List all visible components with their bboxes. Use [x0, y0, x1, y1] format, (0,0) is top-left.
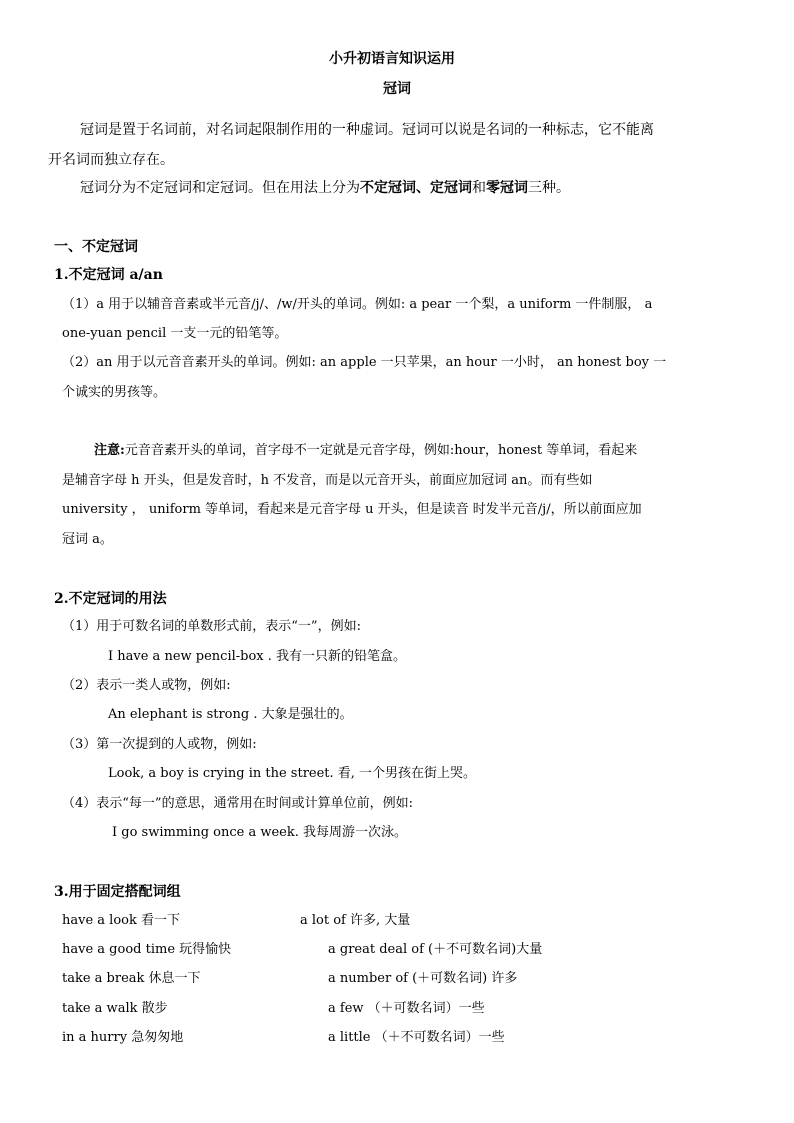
- item-2-line-2: 个诚实的男孩等。: [62, 385, 167, 400]
- note-line-4: 冠词 a。: [62, 532, 113, 547]
- item-1-line-2: one-yuan pencil 一支一元的铅笔等。: [62, 326, 288, 341]
- note-line-2: 是辅音字母 h 开头，但是发音时，h 不发音，而是以元音开头，前面应加冠词 an。而有些如: [62, 473, 593, 488]
- usage-3: （3）第一次提到的人或物，例如:: [62, 737, 257, 752]
- intro-p2-pre: 冠词分为不定冠词和定冠词。但在用法上分为: [80, 180, 360, 196]
- note-line-3: university ， uniform 等单词，看起来是元音字母 u 开头，但是读音 时发半元音/j/，所以前面应加: [62, 502, 642, 517]
- item-2-line-1: （2）an 用于以元音音素开头的单词。例如: an apple 一只苹果，an hour 一小时， an honest boy 一: [62, 355, 667, 370]
- phrase-left: in a hurry 急匆匆地: [62, 1030, 184, 1045]
- section-1-sub-heading: 1.不定冠词 a/an: [54, 267, 163, 283]
- intro-p2-mid: 和: [472, 180, 486, 196]
- phrase-right: a few （＋可数名词）一些: [328, 1001, 485, 1016]
- intro-p2-post: 三种。: [528, 180, 570, 196]
- section-3-heading: 3.用于固定搭配词组: [54, 884, 181, 900]
- note-label: 注意:: [94, 443, 125, 458]
- section-1-heading: 一、不定冠词: [54, 239, 138, 255]
- note-text-1: 元音音素开头的单词，首字母不一定就是元音字母，例如:hour，honest 等单词，看起来: [124, 443, 638, 458]
- phrase-right: a little （＋不可数名词）一些: [328, 1030, 505, 1045]
- usage-1: （1）用于可数名词的单数形式前，表示“一”，例如:: [62, 619, 361, 634]
- page-title: 小升初语言知识运用: [329, 51, 455, 67]
- phrase-right: a great deal of (＋不可数名词)大量: [328, 942, 543, 957]
- phrase-right: a lot of 许多, 大量: [300, 913, 411, 928]
- usage-3-example: Look, a boy is crying in the street. 看, 一个男孩在街上哭。: [108, 766, 477, 781]
- usage-2-example: An elephant is strong . 大象是强壮的。: [108, 707, 353, 722]
- usage-2: （2）表示一类人或物，例如:: [62, 678, 231, 693]
- usage-1-example: I have a new pencil-box . 我有一只新的铅笔盒。: [108, 649, 407, 664]
- phrase-left: take a walk 散步: [62, 1001, 168, 1016]
- usage-4: （4）表示“每一”的意思，通常用在时间或计算单位前，例如:: [62, 796, 413, 811]
- item-1-line-1: （1）a 用于以辅音音素或半元音/j/、/w/开头的单词。例如: a pear 一个梨，a uniform 一件制服， a: [62, 297, 653, 312]
- intro-p2-bold-1: 不定冠词、定冠词: [360, 180, 472, 196]
- section-2-heading: 2.不定冠词的用法: [54, 591, 167, 607]
- note-line-1: [94, 442, 637, 460]
- phrase-right: a number of (＋可数名词) 许多: [328, 971, 518, 986]
- phrase-left: have a good time 玩得愉快: [62, 942, 232, 957]
- page-subtitle: 冠词: [383, 81, 411, 97]
- intro-paragraph-1-line-1: 冠词是置于名词前，对名词起限制作用的一种虚词。冠词可以说是名词的一种标志，它不能离: [80, 122, 654, 138]
- usage-4-example: I go swimming once a week. 我每周游一次泳。: [112, 825, 407, 840]
- intro-paragraph-2: [80, 179, 570, 197]
- phrase-left: take a break 休息一下: [62, 971, 201, 986]
- phrase-left: have a look 看一下: [62, 913, 180, 928]
- intro-p2-bold-2: 零冠词: [486, 180, 528, 196]
- intro-paragraph-1-line-2: 开名词而独立存在。: [48, 152, 174, 168]
